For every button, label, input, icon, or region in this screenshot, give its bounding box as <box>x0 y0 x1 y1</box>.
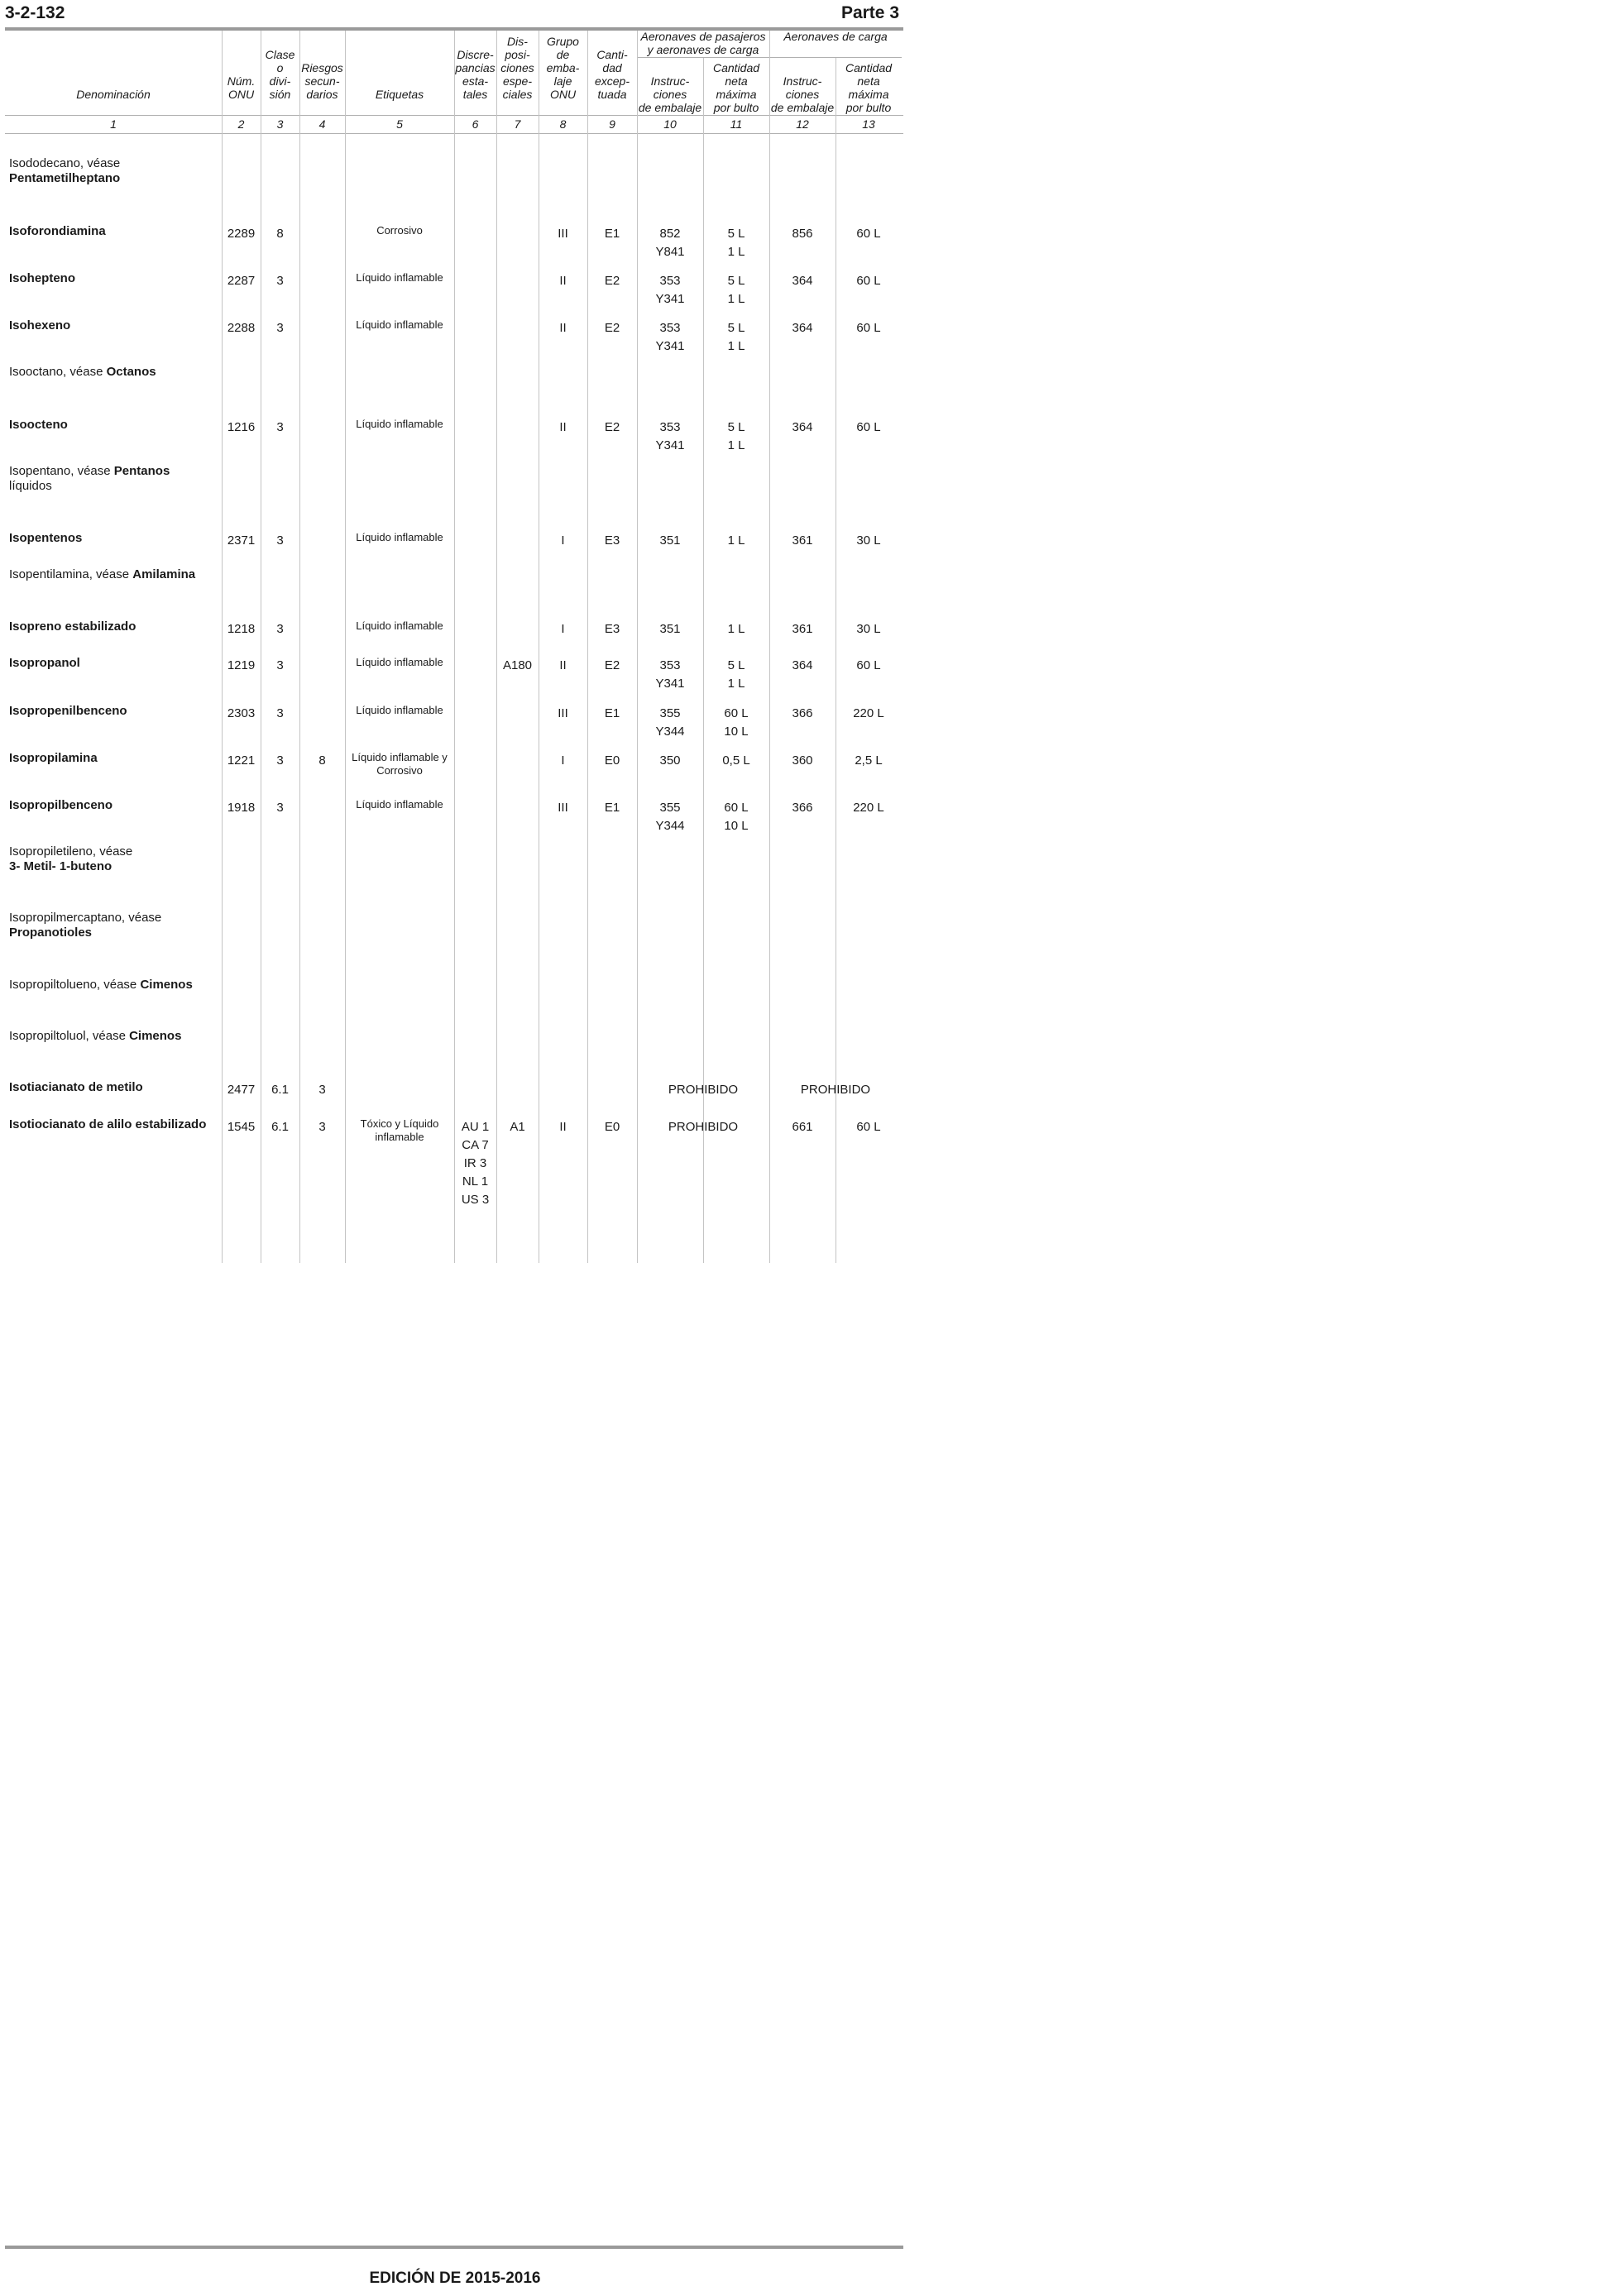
cell-q-p: 1 L <box>727 622 745 636</box>
entry-name <box>9 656 218 671</box>
cell-pg: III <box>558 706 568 720</box>
cell-cls: 3 <box>276 658 284 672</box>
header-clase: Clase o divi- sión <box>265 48 295 101</box>
header-etiquetas: Etiquetas <box>375 88 424 101</box>
cell-pi-c: 360 <box>792 753 813 768</box>
cell-pg: III <box>558 227 568 241</box>
entry-name <box>9 156 218 186</box>
entry-name-bold: Isopropilbenceno <box>9 798 113 812</box>
column-number: 4 <box>318 117 326 131</box>
cell-un: 1219 <box>227 658 256 672</box>
entry-name-bold: 3- Metil- 1-buteno <box>9 859 113 873</box>
cell-pi-p: 353 Y341 <box>655 420 685 452</box>
cell-eq: E3 <box>604 533 620 548</box>
cell-q-c: 2,5 L <box>855 753 883 768</box>
cell-cls: 8 <box>276 227 284 241</box>
entry-name <box>9 978 218 993</box>
cell-pi-p: 351 <box>659 533 681 548</box>
entry-name <box>9 365 218 380</box>
column-number: 5 <box>396 117 403 131</box>
cell-pi-p: 355 Y344 <box>655 706 685 739</box>
header-instrucciones-pax: Instruc- ciones de embalaje <box>638 74 702 114</box>
cell-eq: E2 <box>604 658 620 672</box>
column-number: 3 <box>276 117 284 131</box>
cell-q-p: 1 L <box>727 533 745 548</box>
cell-eq: E2 <box>604 321 620 335</box>
column-number: 12 <box>796 117 809 131</box>
cell-q-p: 60 L 10 L <box>724 801 749 833</box>
cell-label: Líquido inflamable <box>356 271 443 284</box>
cell-pi-c: 361 <box>792 622 813 636</box>
cell-label: Líquido inflamable <box>356 798 443 811</box>
cell-pg: II <box>559 658 567 672</box>
header-instrucciones-cargo: Instruc- ciones de embalaje <box>770 74 835 114</box>
cell-pg: I <box>561 533 565 548</box>
entry-name-bold: Isopropanol <box>9 656 80 670</box>
cell-cls: 3 <box>276 321 284 335</box>
cell-pg: III <box>558 801 568 815</box>
entry-name-bold: Isopentenos <box>9 531 83 545</box>
cell-pi-p: 852 Y841 <box>655 227 685 259</box>
cell-un: 2288 <box>227 321 256 335</box>
cell-cls: 6.1 <box>271 1083 289 1097</box>
cell-q-p: 5 L 1 L <box>727 321 745 353</box>
cell-un: 2303 <box>227 706 256 720</box>
part-title: Parte 3 <box>840 3 899 22</box>
cell-label: Tóxico y Líquido inflamable <box>360 1117 439 1143</box>
entry-name <box>9 318 218 333</box>
entry-name <box>9 1080 218 1095</box>
cell-q-c: 60 L <box>856 227 881 241</box>
cell-label: Líquido inflamable <box>356 619 443 632</box>
cell-cls: 3 <box>276 274 284 288</box>
cell-pi-c: 364 <box>792 420 813 434</box>
entry-name <box>9 619 218 634</box>
entry-name-bold: Isopropenilbenceno <box>9 704 127 718</box>
cell-q-p: 5 L 1 L <box>727 274 745 306</box>
cell-eq: E2 <box>604 420 620 434</box>
cell-sp: A1 <box>510 1120 525 1134</box>
entry-name-bold: Isohexeno <box>9 318 71 332</box>
cell-label: Líquido inflamable <box>356 418 443 430</box>
header-discrepancias: Discre- pancias esta- tales <box>455 48 496 101</box>
cell-pi-p: 353 Y341 <box>655 658 685 691</box>
entry-name-bold: Amilamina <box>132 567 196 581</box>
header-aeronaves-pasajeros: Aeronaves de pasajeros y aeronaves de carga <box>640 30 766 56</box>
cell-disc: AU 1 CA 7 IR 3 NL 1 US 3 <box>461 1120 490 1207</box>
column-number: 1 <box>110 117 117 131</box>
entry-name <box>9 844 218 874</box>
cell-eq: E0 <box>604 1120 620 1134</box>
column-number: 7 <box>514 117 521 131</box>
col-line-2 <box>222 31 223 1263</box>
cell-cls: 3 <box>276 706 284 720</box>
col-line-6 <box>454 31 455 1263</box>
cell-cls: 3 <box>276 753 284 768</box>
entry-name-plain: Isopropiletileno, véase <box>9 844 133 859</box>
cell-pg: II <box>559 274 567 288</box>
entry-name <box>9 1029 218 1044</box>
entry-name <box>9 271 218 286</box>
entry-name-bold: Pentametilheptano <box>9 171 121 185</box>
cell-pi-p: 353 Y341 <box>655 274 685 306</box>
cell-pg: I <box>561 753 565 768</box>
cell-pi-c: 361 <box>792 533 813 548</box>
cell-un: 2371 <box>227 533 256 548</box>
entry-name <box>9 798 218 813</box>
entry-name-plain: Isododecano, véase <box>9 156 121 170</box>
cell-un: 1216 <box>227 420 256 434</box>
entry-name <box>9 464 218 494</box>
cell-q-c: 60 L <box>856 321 881 335</box>
entry-name-bold: Isohepteno <box>9 271 76 285</box>
cell-pi-c: 364 <box>792 658 813 672</box>
cell-un: 2287 <box>227 274 256 288</box>
header-cantidad-exceptuada: Canti- dad excep- tuada <box>594 48 630 101</box>
cell-pg: II <box>559 1120 567 1134</box>
entry-name <box>9 418 218 433</box>
cell-q-c: 60 L <box>856 1120 881 1134</box>
cell-label: Líquido inflamable <box>356 704 443 716</box>
cell-q-p: 60 L 10 L <box>724 706 749 739</box>
bottom-rule <box>5 2246 903 2249</box>
column-number: 11 <box>730 117 743 131</box>
entry-name <box>9 704 218 719</box>
entry-name-bold: Pentanos <box>113 464 170 478</box>
entry-name-bold: Octanos <box>106 365 156 379</box>
entry-name-plain: Isooctano, véase <box>9 365 107 379</box>
entry-name <box>9 911 218 940</box>
cell-cls: 3 <box>276 801 284 815</box>
cell-pi-c: 366 <box>792 706 813 720</box>
entry-name-plain: Isopropiltoluol, véase <box>9 1029 130 1043</box>
cell-eq: E3 <box>604 622 620 636</box>
col-line-9 <box>587 31 588 1263</box>
cell-pi-c: 364 <box>792 321 813 335</box>
cell-cls: 3 <box>276 622 284 636</box>
cell-q-c: 220 L <box>853 801 884 815</box>
cell-q-p: 5 L 1 L <box>727 227 745 259</box>
header-num-onu: Núm. ONU <box>227 74 256 101</box>
header-denominacion: Denominación <box>76 88 151 101</box>
col-line-10 <box>637 31 638 1263</box>
cell-q-p: 5 L 1 L <box>727 658 745 691</box>
cell-pi-p: 351 <box>659 622 681 636</box>
header-riesgos: Riesgos secun- darios <box>301 61 343 101</box>
cell-pi-c: 366 <box>792 801 813 815</box>
cell-pg: II <box>559 420 567 434</box>
cell-pi-p: 355 Y344 <box>655 801 685 833</box>
column-number: 13 <box>862 117 875 131</box>
cell-prohibited-pax: PROHIBIDO <box>668 1083 739 1097</box>
cell-un: 1918 <box>227 801 256 815</box>
cell-prohibited-pax: PROHIBIDO <box>668 1120 739 1134</box>
col-line-7 <box>496 31 497 1263</box>
cell-eq: E0 <box>604 753 620 768</box>
entry-name-bold: Propanotioles <box>9 926 93 940</box>
header-cantidad-cargo: Cantidad neta máxima por bulto <box>845 61 893 114</box>
cell-q-p: 0,5 L <box>722 753 750 768</box>
cell-q-c: 60 L <box>856 274 881 288</box>
cell-prohibited-cargo: PROHIBIDO <box>800 1083 871 1097</box>
cell-pg: I <box>561 622 565 636</box>
header-aeronaves-carga: Aeronaves de carga <box>783 30 888 43</box>
entry-name <box>9 567 218 582</box>
footer-edition: EDICIÓN DE 2015-2016 <box>369 2270 541 2287</box>
cell-sp: A180 <box>502 658 533 672</box>
cell-q-c: 30 L <box>856 622 881 636</box>
column-number: 10 <box>663 117 677 131</box>
cell-sub: 3 <box>318 1083 326 1097</box>
col-line-5 <box>345 31 346 1263</box>
entry-name-plain: Isopentano, véase <box>9 464 114 478</box>
cell-pi-p: 350 <box>659 753 681 768</box>
cell-label: Corrosivo <box>376 224 423 237</box>
header-disposiciones: Dis- posi- ciones espe- ciales <box>500 35 534 101</box>
page-number: 3-2-132 <box>5 3 65 22</box>
entry-name-plain: Isopropilmercaptano, véase <box>9 911 162 925</box>
header-cantidad-pax: Cantidad neta máxima por bulto <box>712 61 760 114</box>
entry-name <box>9 531 218 546</box>
cell-q-c: 60 L <box>856 658 881 672</box>
column-number: 2 <box>237 117 245 131</box>
entry-name-bold: Cimenos <box>129 1029 182 1043</box>
cell-sub: 3 <box>318 1120 326 1134</box>
cell-sub: 8 <box>318 753 326 768</box>
cell-eq: E2 <box>604 274 620 288</box>
cell-cls: 3 <box>276 420 284 434</box>
entry-name-plain: Isopentilamina, véase <box>9 567 133 581</box>
cell-eq: E1 <box>604 706 620 720</box>
cell-un: 1545 <box>227 1120 256 1134</box>
cell-cls: 6.1 <box>271 1120 289 1134</box>
entry-name-bold: Isotiacianato de metilo <box>9 1080 143 1094</box>
cell-cls: 3 <box>276 533 284 548</box>
entry-name-bold: Isotiocianato de alilo estabilizado <box>9 1117 207 1131</box>
entry-name-bold: Isoforondiamina <box>9 224 106 238</box>
entry-name <box>9 1117 218 1132</box>
entry-name-bold: Isoocteno <box>9 418 68 432</box>
cell-eq: E1 <box>604 227 620 241</box>
entry-name-bold: Isopreno estabilizado <box>9 619 136 634</box>
cell-pi-c: 661 <box>792 1120 813 1134</box>
entry-name <box>9 751 218 766</box>
cell-pi-p: 353 Y341 <box>655 321 685 353</box>
col-line-12 <box>769 31 770 1263</box>
column-number: 8 <box>559 117 567 131</box>
cell-q-c: 220 L <box>853 706 884 720</box>
cell-q-c: 30 L <box>856 533 881 548</box>
cell-label: Líquido inflamable <box>356 656 443 668</box>
cell-pi-c: 364 <box>792 274 813 288</box>
cell-label: Líquido inflamable <box>356 318 443 331</box>
cell-q-c: 60 L <box>856 420 881 434</box>
cell-pi-c: 856 <box>792 227 813 241</box>
entry-name <box>9 224 218 239</box>
cell-pg: II <box>559 321 567 335</box>
cell-un: 1218 <box>227 622 256 636</box>
column-number: 9 <box>609 117 615 131</box>
entry-name-bold: Isopropilamina <box>9 751 98 765</box>
cell-eq: E1 <box>604 801 620 815</box>
col-line-4 <box>299 31 300 1263</box>
cell-label: Líquido inflamable y Corrosivo <box>352 751 448 777</box>
cell-label: Líquido inflamable <box>356 531 443 543</box>
column-number: 6 <box>472 117 479 131</box>
entry-name-tail: líquidos <box>9 479 52 493</box>
entry-name-bold: Cimenos <box>140 978 193 992</box>
cell-q-p: 5 L 1 L <box>727 420 745 452</box>
cell-un: 1221 <box>227 753 256 768</box>
cell-un: 2289 <box>227 227 256 241</box>
entry-name-plain: Isopropiltolueno, véase <box>9 978 141 992</box>
header-grupo: Grupo de emba- laje ONU <box>546 35 580 101</box>
cell-un: 2477 <box>227 1083 256 1097</box>
